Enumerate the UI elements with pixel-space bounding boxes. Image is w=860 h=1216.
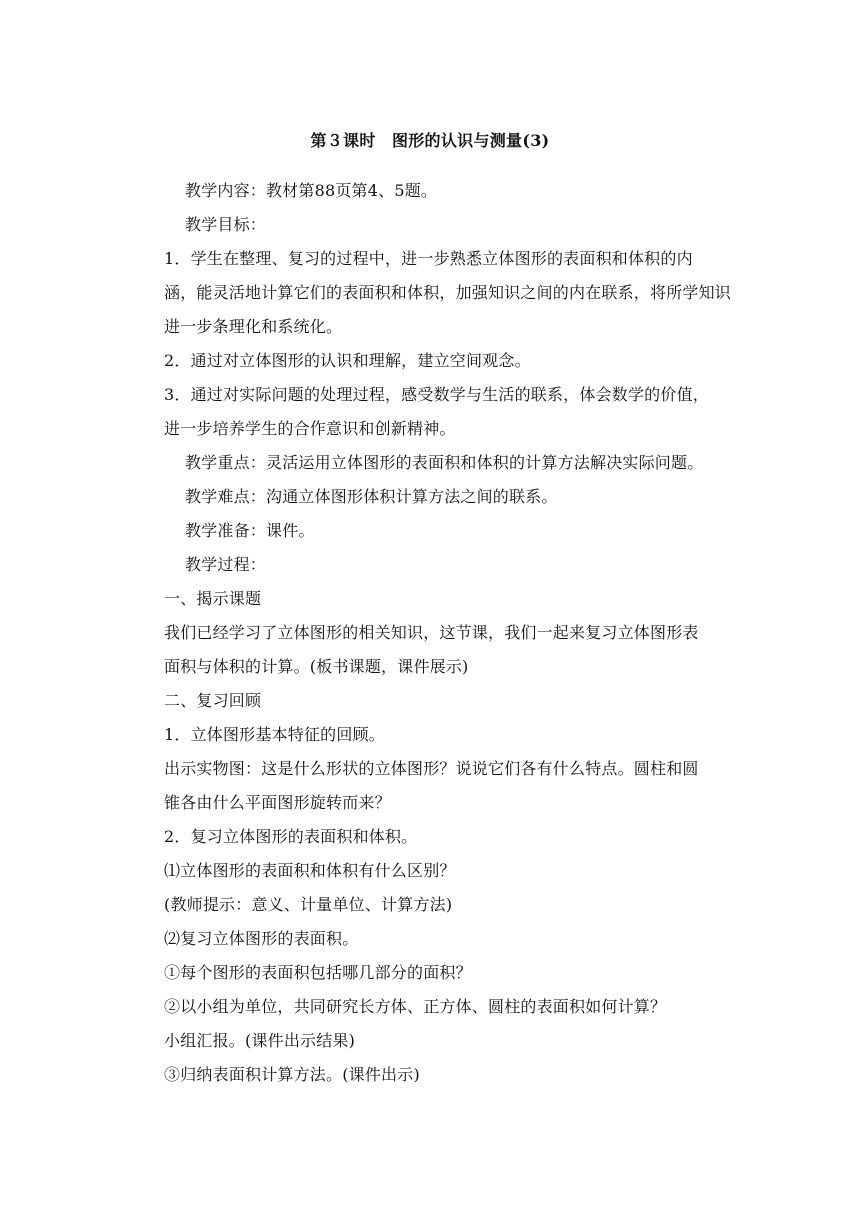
step-3: ③归纳表面积计算方法。(课件出示) [164, 1065, 420, 1084]
lesson-title: 第３课时 图形的认识与测量(3) [310, 131, 550, 150]
goal-2: 2．通过对立体图形的认识和理解，建立空间观念。 [164, 351, 531, 370]
section-2-heading: 二、复习回顾 [164, 691, 262, 710]
goal-3-line-1: 3．通过对实际问题的处理过程，感受数学与生活的联系，体会数学的价值， [164, 385, 709, 404]
review-item-1-detail-line-1: 出示实物图：这是什么形状的立体图形？说说它们各有什么特点。圆柱和圆 [164, 759, 699, 778]
sub-question-1: ⑴立体图形的表面积和体积有什么区别？ [164, 861, 456, 880]
section-1-paragraph-line-2: 面积与体积的计算。(板书课题，课件展示) [164, 657, 469, 676]
goal-3-line-2: 进一步培养学生的合作意识和创新精神。 [164, 419, 456, 438]
teaching-key-point: 教学重点：灵活运用立体图形的表面积和体积的计算方法解决实际问题。 [185, 453, 704, 472]
sub-question-2: ⑵复习立体图形的表面积。 [164, 929, 359, 948]
section-1-paragraph-line-1: 我们已经学习了立体图形的相关知识，这节课，我们一起来复习立体图形表 [164, 623, 699, 642]
review-item-1: 1．立体图形基本特征的回顾。 [164, 725, 385, 744]
review-item-2: 2．复习立体图形的表面积和体积。 [164, 827, 418, 846]
review-item-1-detail-line-2: 锥各由什么平面图形旋转而来？ [164, 793, 391, 812]
teaching-difficulty: 教学难点：沟通立体图形体积计算方法之间的联系。 [185, 487, 558, 506]
step-2: ②以小组为单位，共同研究长方体、正方体、圆柱的表面积如何计算？ [164, 997, 667, 1016]
goal-1-line-3: 进一步条理化和系统化。 [164, 317, 343, 336]
teaching-goals-heading: 教学目标： [185, 215, 267, 234]
teaching-preparation: 教学准备：课件。 [185, 521, 315, 540]
step-1: ①每个图形的表面积包括哪几部分的面积？ [164, 963, 472, 982]
teaching-process-heading: 教学过程： [185, 555, 267, 574]
teacher-hint: (教师提示：意义、计量单位、计算方法) [164, 895, 453, 914]
section-1-heading: 一、揭示课题 [164, 589, 262, 608]
goal-1-line-2: 涵，能灵活地计算它们的表面积和体积，加强知识之间的内在联系，将所学知识 [164, 283, 732, 302]
teaching-content: 教学内容：教材第88页第4、5题。 [185, 181, 438, 200]
group-report: 小组汇报。(课件出示结果) [164, 1031, 356, 1050]
goal-1-line-1: 1．学生在整理、复习的过程中，进一步熟悉立体图形的表面积和体积的内 [164, 249, 693, 268]
